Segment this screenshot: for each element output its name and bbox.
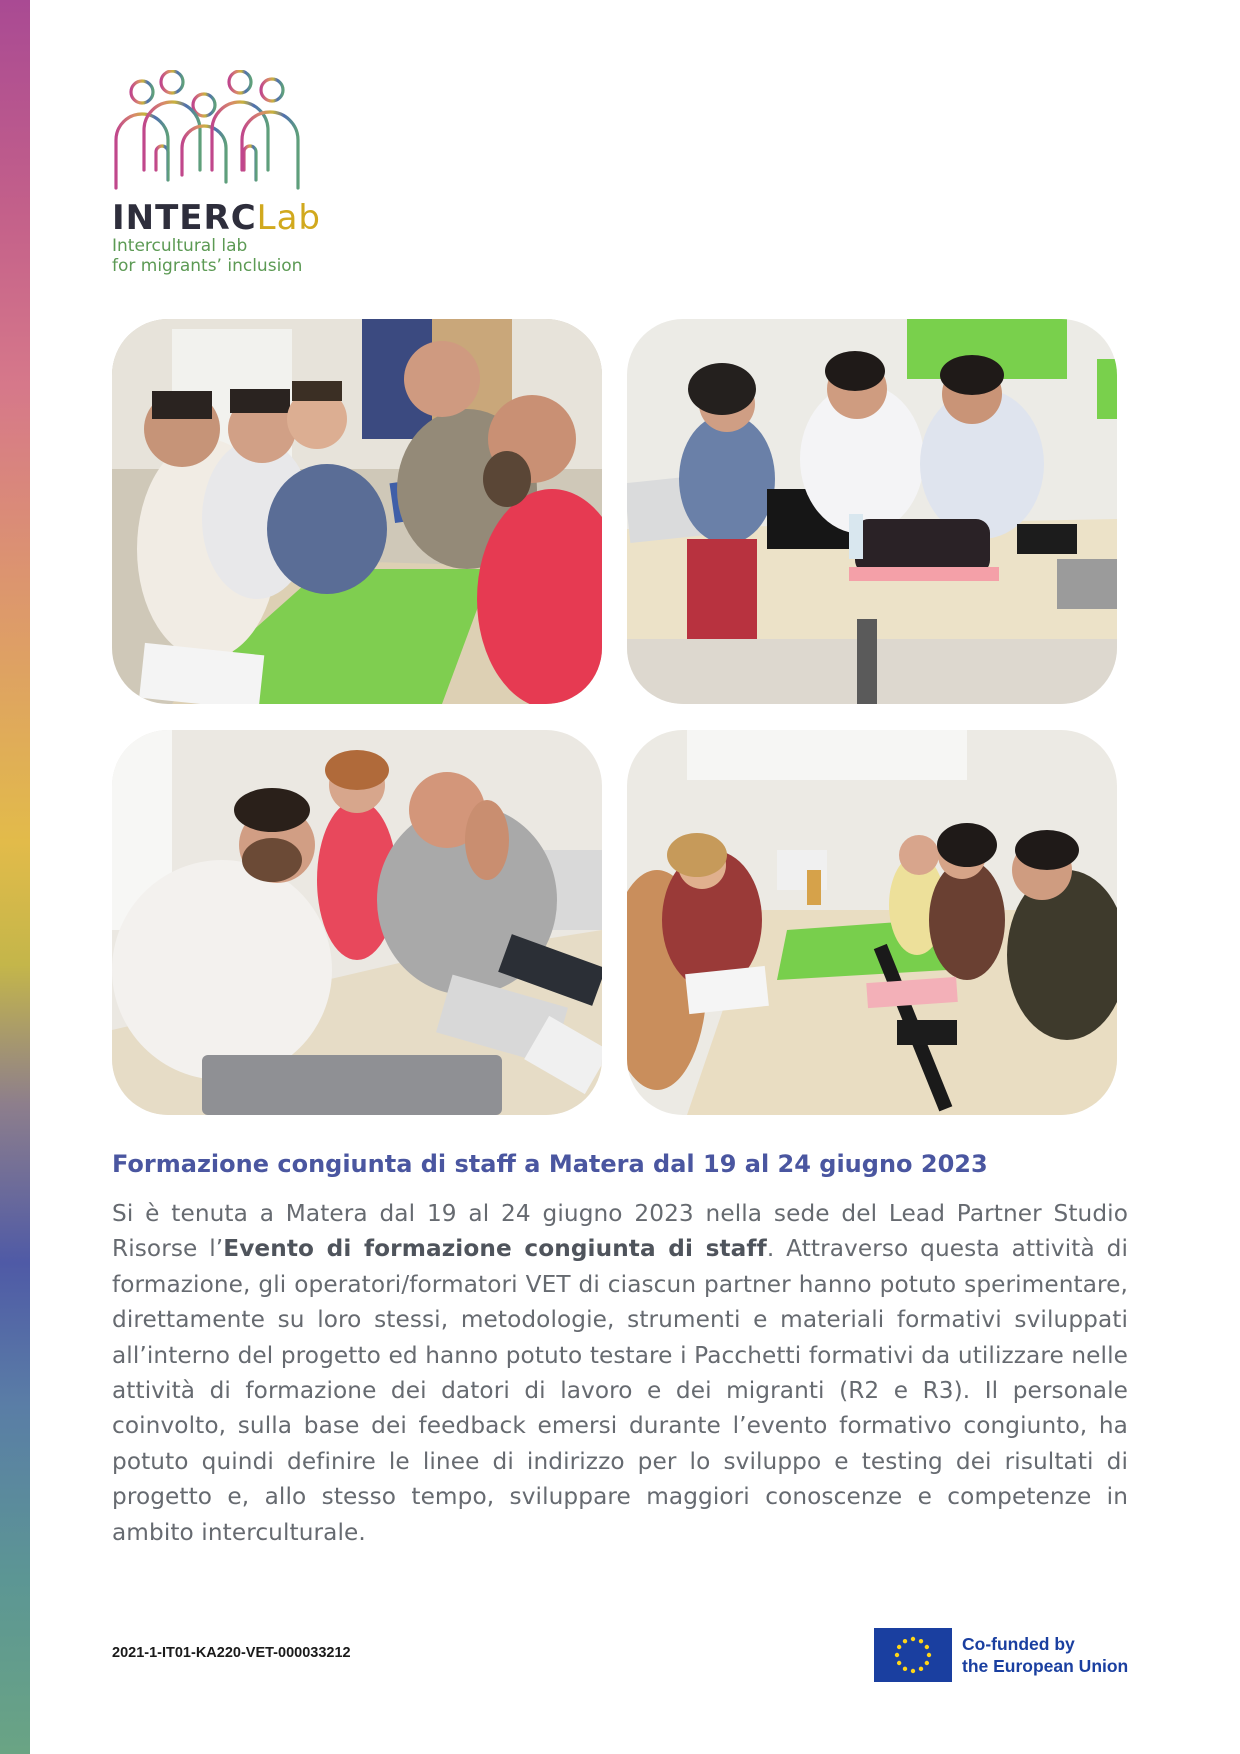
- logo-wordmark: INTERCLab: [112, 198, 322, 238]
- people-logo-icon: [112, 70, 312, 195]
- eu-star-icon: [925, 1661, 929, 1665]
- logo-tagline: Intercultural lab for migrants’ inclusion: [112, 236, 303, 276]
- eu-star-icon: [903, 1667, 907, 1671]
- eu-star-icon: [895, 1653, 899, 1657]
- article-body-emphasis: Evento di formazione congiunta di staff: [223, 1235, 767, 1263]
- article-body: Si è tenuta a Matera dal 19 al 24 giugno 2023 nella sede del Lead Partner Studio Risorse l’Evento di formazione congiunta di staff. Attraverso questa attività di formazione, gli operatori/formatori VET di ciascun partner hanno potuto sperimentare, direttamente su loro stessi, metodologie, strumenti e materiali formativi sviluppati all’interno del progetto ed hanno potuto testare i Pacchetti formativi da utilizzare nelle attività di formazione dei datori di lavoro e dei migranti (R2 e R3). Il personale coinvolto, sulla base dei feedback emersi durante l’evento formativo congiunto, ha potuto quindi definire le linee di indirizzo per lo sviluppo e testing dei risultati di progetto e, allo stesso tempo, sviluppare maggiori conoscenze e competenze in ambito interculturale.: [112, 1200, 1128, 1546]
- article-title: Formazione congiunta di staff a Matera dal 19 al 24 giugno 2023: [112, 1150, 988, 1178]
- eu-star-icon: [925, 1645, 929, 1649]
- eu-flag-icon: [874, 1628, 952, 1682]
- eu-star-icon: [897, 1645, 901, 1649]
- eu-star-icon: [897, 1661, 901, 1665]
- photo-meeting-room: [627, 730, 1117, 1115]
- eu-star-icon: [911, 1637, 915, 1641]
- eu-star-icon: [919, 1667, 923, 1671]
- eu-cofunded-badge: [874, 1628, 1134, 1684]
- eu-star-icon: [927, 1653, 931, 1657]
- photo-group-at-laptop: [112, 730, 602, 1115]
- eu-star-icon: [919, 1639, 923, 1643]
- eu-star-icon: [911, 1669, 915, 1673]
- photo-team-workshop-table: [112, 319, 602, 704]
- interclab-logo: [112, 70, 322, 280]
- eu-star-icon: [903, 1639, 907, 1643]
- eu-cofunded-text: Co-funded by the European Union: [962, 1634, 1129, 1676]
- project-code: 2021-1-IT01-KA220-VET-000033212: [112, 1645, 351, 1661]
- photo-laptops-meeting: [627, 319, 1117, 704]
- decorative-gradient-bar: [0, 0, 30, 1754]
